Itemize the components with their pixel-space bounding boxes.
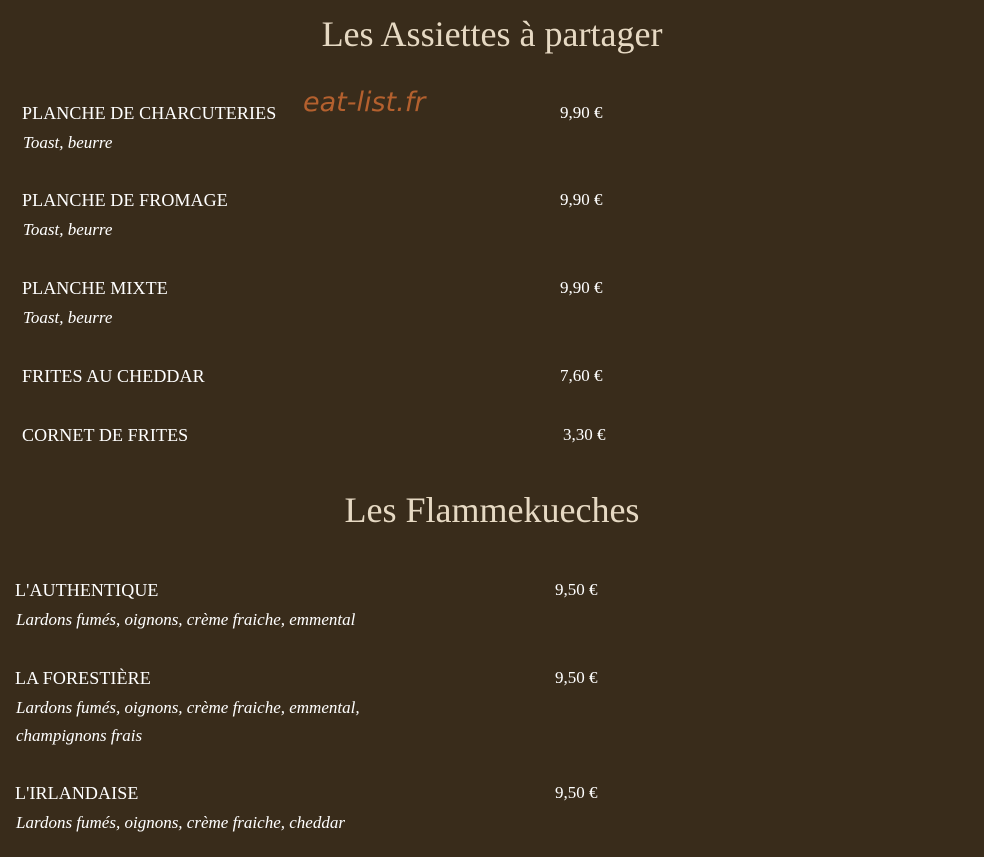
item-price: 9,50 €: [555, 783, 598, 802]
section-title-flammekueches: Les Flammekueches: [344, 490, 640, 530]
item-name: CORNET DE FRITES: [22, 425, 189, 445]
item-name: PLANCHE DE FROMAGE: [22, 190, 228, 210]
item-description: Lardons fumés, oignons, crème fraiche, cheddar: [16, 813, 345, 832]
section-title-assiettes: Les Assiettes à partager: [321, 14, 663, 54]
item-price: 3,30 €: [563, 425, 606, 444]
item-description: Toast, beurre: [23, 220, 113, 239]
item-price: 9,90 €: [560, 103, 603, 122]
item-description: Toast, beurre: [23, 308, 113, 327]
item-name: LA FORESTIÈRE: [15, 668, 151, 688]
item-name: FRITES AU CHEDDAR: [22, 366, 205, 386]
item-name: L'IRLANDAISE: [15, 783, 139, 803]
item-name: L'AUTHENTIQUE: [15, 580, 159, 600]
item-price: 9,50 €: [555, 668, 598, 687]
item-price: 9,50 €: [555, 580, 598, 599]
watermark-text: eat-list.fr: [303, 87, 426, 118]
item-description: Lardons fumés, oignons, crème fraiche, emmental: [16, 610, 356, 629]
item-price: 9,90 €: [560, 278, 603, 297]
item-description: Toast, beurre: [23, 133, 113, 152]
item-description: Lardons fumés, oignons, crème fraiche, emmental, champignons frais: [16, 698, 360, 745]
item-name: PLANCHE MIXTE: [22, 278, 168, 298]
item-price: 7,60 €: [560, 366, 603, 385]
item-name: PLANCHE DE CHARCUTERIES: [22, 103, 277, 123]
item-price: 9,90 €: [560, 190, 603, 209]
